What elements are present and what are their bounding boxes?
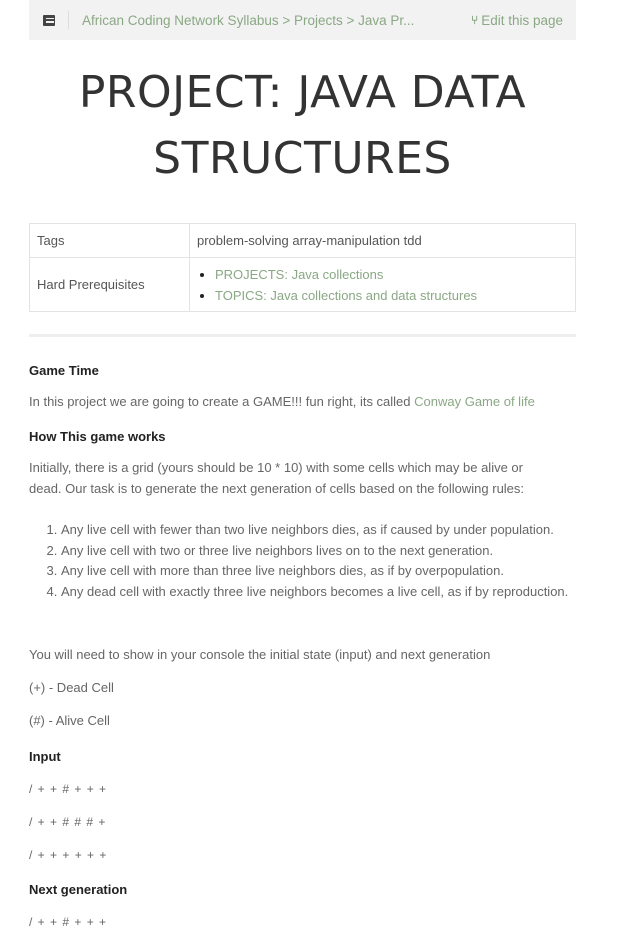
intro-paragraph bbox=[29, 391, 535, 412]
branch-icon: ⑂ bbox=[470, 13, 479, 27]
input-row: / + + # + + + bbox=[29, 782, 108, 796]
page-title-line-1: PROJECT: JAVA DATA bbox=[78, 67, 527, 118]
rule-item: 3. Any live cell with more than three live neighbors dies, as if by overpopulation. bbox=[61, 561, 581, 582]
next-generation-row: / + + # + + + bbox=[29, 915, 108, 929]
edit-page-link[interactable] bbox=[471, 0, 563, 40]
prereq-cell bbox=[190, 258, 576, 312]
prereq-link-data-structures[interactable]: • TOPICS: Java collections and data structures bbox=[215, 285, 568, 306]
rule-item: 2. Any live cell with two or three live neighbors lives on to the next generation. bbox=[61, 541, 581, 562]
prereq-link-java-collections[interactable]: • PROJECTS: Java collections bbox=[215, 264, 568, 285]
input-row: / + + # # # + bbox=[29, 815, 107, 829]
page-title-line-2: STRUCTURES bbox=[153, 133, 452, 184]
input-heading: Input bbox=[29, 749, 61, 764]
tags-value: problem-solving array-manipulation tdd bbox=[190, 224, 576, 258]
prereq-list bbox=[197, 264, 568, 306]
rules-list bbox=[29, 520, 581, 602]
how-text-line-2: dead. Our task is to generate the next generation of cells based on the following rules: bbox=[29, 481, 525, 496]
menu-button[interactable] bbox=[29, 11, 69, 29]
rule-item: 1. Any live cell with fewer than two live neighbors dies, as if caused by under population. bbox=[61, 520, 581, 541]
how-paragraph bbox=[29, 457, 524, 499]
breadcrumb[interactable]: African Coding Network Syllabus > Projects > Java Pr... bbox=[82, 12, 415, 28]
how-text-line-1: Initially, there is a grid (yours should be 10 * 10) with some cells which may be alive or bbox=[29, 460, 523, 475]
meta-table bbox=[29, 223, 576, 312]
game-time-heading: Game Time bbox=[29, 363, 99, 378]
conway-link[interactable]: Conway Game of life bbox=[414, 394, 535, 409]
how-heading: How This game works bbox=[29, 429, 166, 444]
section-divider bbox=[29, 334, 576, 337]
edit-page-label: Edit this page bbox=[481, 12, 563, 28]
tags-row bbox=[30, 224, 576, 258]
list-icon[interactable] bbox=[43, 15, 55, 26]
rule-item: 4. Any dead cell with exactly three live neighbors becomes a live cell, as if by reproduction. bbox=[61, 582, 581, 603]
console-paragraph: You will need to show in your console the initial state (input) and next generation bbox=[29, 647, 491, 662]
prereq-label: Hard Prerequisites bbox=[30, 258, 190, 312]
page-title bbox=[29, 60, 576, 192]
input-row: / + + + + + + bbox=[29, 848, 108, 862]
page bbox=[29, 0, 576, 929]
top-bar bbox=[29, 0, 576, 40]
dead-cell-legend: (+) - Dead Cell bbox=[29, 680, 114, 695]
tags-label: Tags bbox=[30, 224, 190, 258]
prereq-row bbox=[30, 258, 576, 312]
intro-text: In this project we are going to create a GAME!!! fun right, its called bbox=[29, 394, 415, 409]
alive-cell-legend: (#) - Alive Cell bbox=[29, 713, 110, 728]
next-generation-heading: Next generation bbox=[29, 882, 128, 897]
